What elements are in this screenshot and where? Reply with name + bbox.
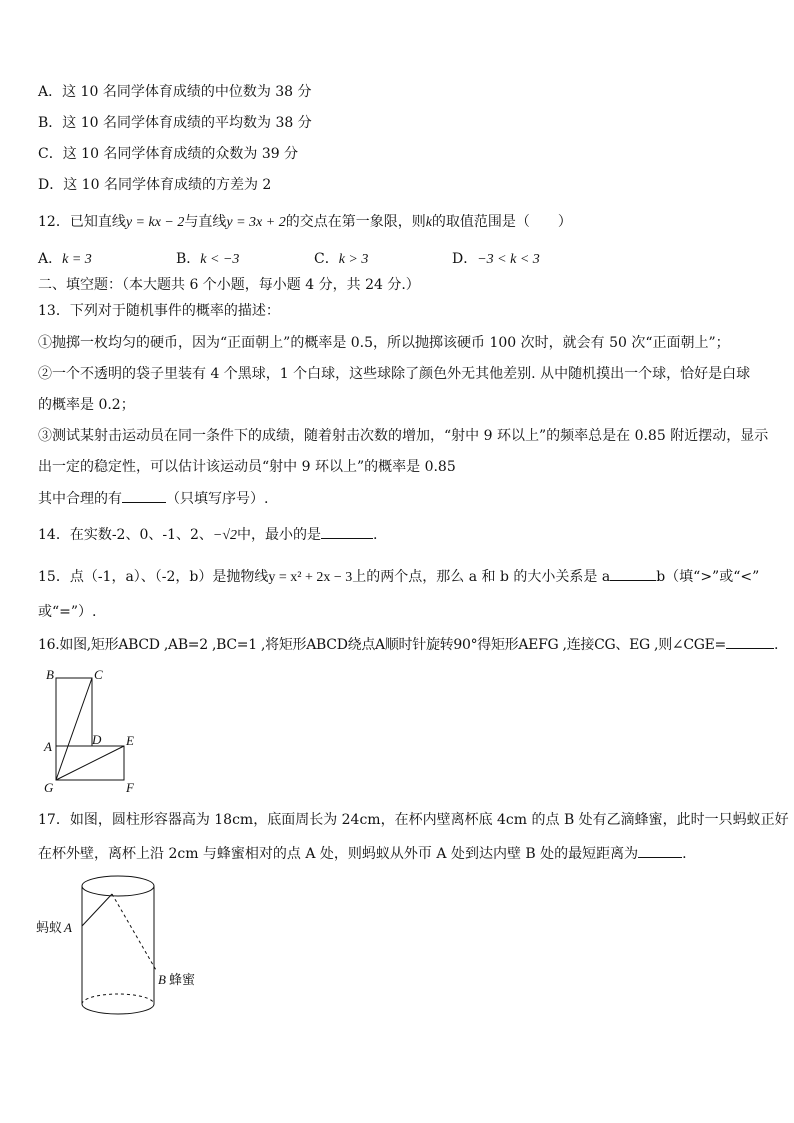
q15-mid: 上的两个点，那么 a 和 b 的大小关系是 a [352,569,611,585]
q15-stem [38,566,759,588]
q16-end: . [773,637,779,653]
q16-rectangle-figure [38,664,148,794]
rectangle-abcd [56,678,92,746]
q14-answer-blank[interactable] [321,524,373,539]
q17-answer-blank[interactable] [638,843,682,858]
q12-line2: y = 3x + 2 [226,215,286,230]
ant-label: 蚂蚁 [36,921,63,936]
q12-stem [38,212,572,233]
q13-item2-line2: 的概率是 0.2； [38,397,135,413]
q17-end: . [682,846,687,862]
q11-option-c: C．这 10 名同学体育成绩的众数为 39 分 [38,146,299,162]
q16-answer-blank[interactable] [726,634,774,649]
q17-line2 [38,843,687,864]
q12-option-b-expr: k < −3 [200,252,240,267]
q12-suffix: 的交点在第一象限，则 [285,214,426,230]
q12-option-b-label: B． [176,251,201,267]
q12-option-a [38,249,176,270]
q14-prefix: 14．在实数-2、0、-1、2、 [38,527,213,543]
q13-answer-prefix: 其中合理的有 [38,491,122,507]
q12-tail: 的取值范围是（ ） [431,214,572,230]
q13-stem: 13．下列对于随机事件的概率的描述： [38,303,280,319]
q17-line2-text: 在杯外壁，离杯上沿 2cm 与蜂蜜相对的点 A 处，则蚂蚁从外帀 A 处到达内壁 B 处的最短距离为 [38,846,639,862]
q15-formula: y = x² + 2x − 3 [268,570,353,585]
q17-cylinder-figure [34,866,224,1026]
q12-option-d-label: D． [452,251,478,267]
q16-text: 16.如图,矩形ABCD ,AB=2 ,BC=1 ,将矩形ABCD绕点A顺时针旋转90°得矩形AEFG ,连接CG、EG ,则∠CGE= [38,637,726,653]
label-e: E [126,733,134,748]
q15-answer-blank[interactable] [610,566,656,581]
label-b: B [46,667,54,682]
q14-radical: −√2 [212,528,238,543]
q13-answer [38,488,268,509]
q11-option-a: A．这 10 名同学体育成绩的中位数为 38 分 [38,84,312,100]
q16-stem [38,634,778,655]
q11-option-d: D．这 10 名同学体育成绩的方差为 2 [38,177,272,193]
ant-path-outer [82,894,112,926]
cylinder-bottom-back [82,994,154,1004]
q12-option-a-expr: k = 3 [62,252,92,267]
q15-prefix: 15．点（-1，a）、（-2，b）是抛物线 [38,569,269,585]
q17-line1: 17．如图，圆柱形容器高为 18cm，底面周长为 24cm，在杯内壁离杯底 4cm 的点 B 处有乙滴蜂蜜，此时一只蚂蚁正好 [38,812,789,828]
q14-end: . [373,527,378,543]
q12-option-c-label: C． [314,251,339,267]
point-b-label: B [158,972,166,987]
label-f: F [126,780,134,794]
point-a-label: A [64,920,72,935]
q14-stem [38,524,378,546]
cylinder-bottom-front [82,1004,154,1014]
q13-answer-blank[interactable] [122,488,166,503]
label-a: A [44,739,52,754]
q12-k: k [425,215,432,230]
q12-options [38,249,540,270]
cylinder-top-rim [82,876,154,896]
q13-item3-line2: 出一定的稳定性，可以估计该运动员“射中 9 环以上”的概率是 0.85 [38,459,456,475]
q13-item1: ①抛掷一枚均匀的硬币，因为“正面朝上”的概率是 0.5，所以抛掷该硬币 100 次时，就会有 50 次“正面朝上”； [38,335,730,351]
q15-line2: 或“=”）. [38,604,97,620]
q15-after-blank: b（填“>”或“<” [656,569,760,585]
q12-mid: 与直线 [184,214,227,230]
q12-option-b [176,249,314,270]
q12-line1: y = kx − 2 [125,215,185,230]
ant-path-inner [112,894,156,970]
q12-option-c-expr: k > 3 [338,252,369,267]
q13-item3-line1: ③测试某射击运动员在同一条件下的成绩，随着射击次数的增加，“射中 9 环以上”的频率总是在 0.85 附近摆动，显示 [38,428,769,444]
label-g: G [44,780,54,794]
section2-heading: 二、填空题：（本大题共 6 个小题，每小题 4 分，共 24 分.） [38,277,420,293]
q12-option-d-expr: −3 < k < 3 [477,252,540,267]
q11-option-b: B．这 10 名同学体育成绩的平均数为 38 分 [38,115,312,131]
label-d: D [92,732,102,747]
q12-option-d [452,249,540,270]
q14-suffix: 中，最小的是 [237,527,322,543]
q12-option-a-label: A． [38,251,63,267]
q13-item2-line1: ②一个不透明的袋子里装有 4 个黑球，1 个白球，这些球除了颜色外无其他差别. 从中随机摸出一个球，恰好是白球 [38,366,751,382]
honey-label: 蜂蜜 [169,973,196,988]
q12-prefix: 12．已知直线 [38,214,126,230]
q13-answer-suffix: （只填写序号）. [166,491,269,507]
label-c: C [94,667,103,682]
q12-option-c [314,249,452,270]
